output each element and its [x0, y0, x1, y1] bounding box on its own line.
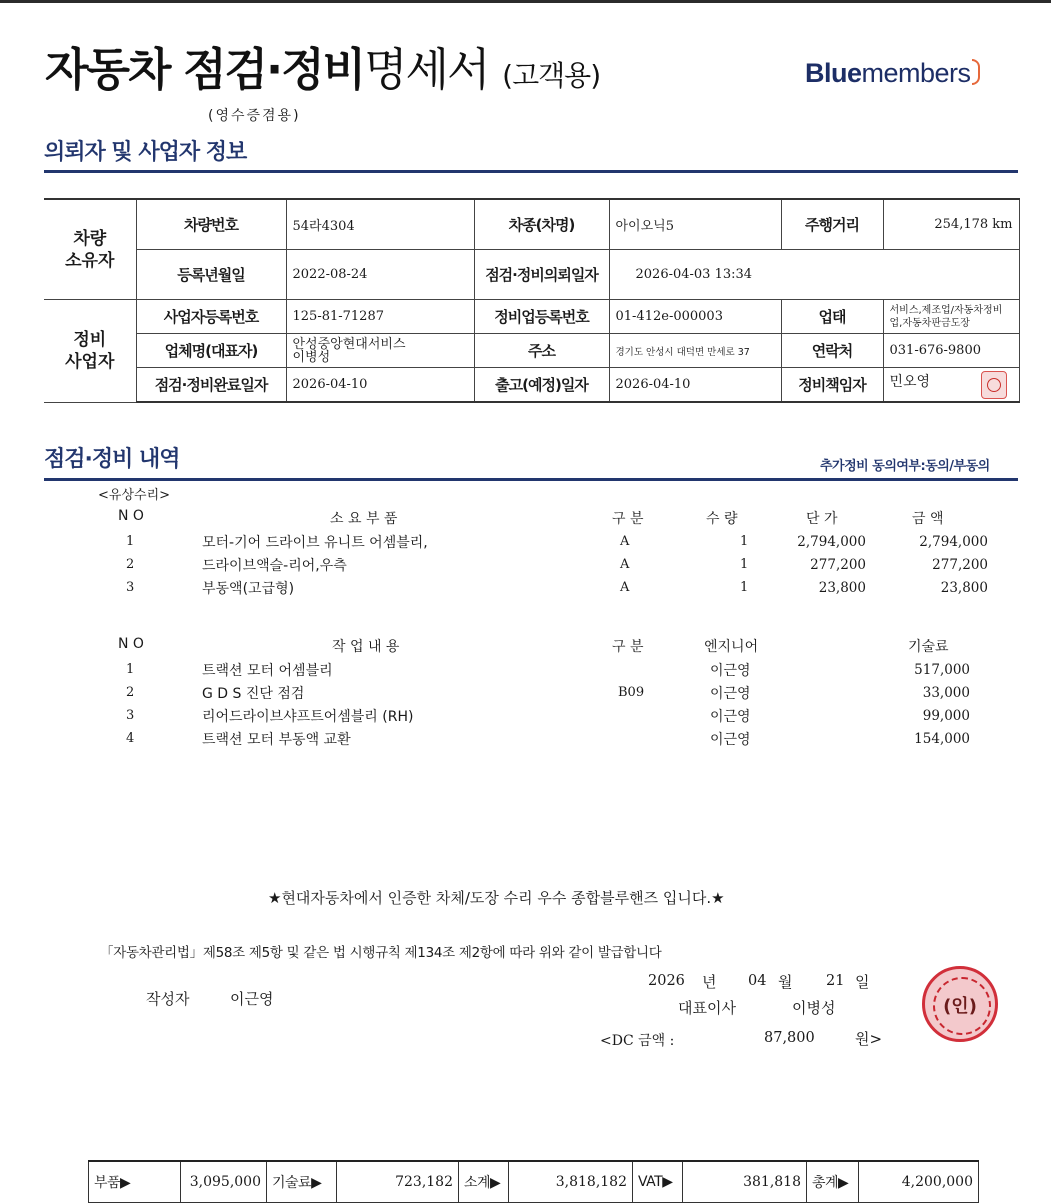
reg-date: 2022-08-24 [286, 250, 474, 300]
labor-fee: 517,000 [914, 662, 970, 678]
logo-ring-icon [972, 59, 980, 85]
receipt-note: (영수증겸용) [208, 108, 301, 124]
label-model: 차종(차명) [474, 199, 609, 250]
dc-unit: 원> [855, 1030, 883, 1048]
biz-no: 125-81-71287 [286, 300, 474, 334]
ceo-label: 대표이사 [678, 999, 736, 1017]
label-done-date: 점검·정비완료일자 [136, 368, 286, 403]
section-rule [44, 170, 1018, 173]
label-phone: 연락처 [781, 334, 883, 368]
part-name: 부동액(고급형) [202, 581, 295, 597]
labor-fee: 99,000 [922, 708, 970, 724]
manager: 민오영 [889, 373, 931, 390]
sum-total-label: 총계▶ [807, 1161, 859, 1203]
labor-engineer: 이근영 [710, 663, 751, 679]
address: 경기도 안성시 대덕면 만세로 37 [609, 334, 781, 368]
label-biz-no: 사업자등록번호 [136, 300, 286, 334]
sum-vat-value: 381,818 [683, 1161, 807, 1203]
manager-stamp-icon [981, 371, 1007, 399]
parts-header-type: 구 분 [612, 511, 644, 527]
phone: 031-676-9800 [883, 334, 1019, 368]
part-unit-price: 2,794,000 [797, 534, 866, 550]
issue-month: 04 [748, 973, 767, 989]
ceo-name: 이병성 [792, 999, 836, 1017]
company: 안성중앙현대서비스 이병성 [286, 334, 474, 368]
labor-header-name: 작 업 내 용 [332, 639, 400, 655]
labor-name: G D S 진단 점검 [202, 686, 305, 702]
labor-name: 리어드라이브샤프트어셈블리 (RH) [202, 709, 414, 725]
summary-table [88, 1160, 979, 1203]
part-no: 3 [126, 580, 135, 595]
label-manager: 정비책임자 [781, 368, 883, 403]
labor-type: B09 [618, 685, 645, 700]
sum-total-value: 4,200,000 [859, 1161, 979, 1203]
labor-header-fee: 기술료 [908, 639, 949, 655]
parts-header-unit: 단 가 [806, 511, 838, 527]
part-name: 모터-기어 드라이브 유니트 어셈블리, [202, 535, 428, 551]
document-title: 자동차 점검·정비명세서 (고객용) [45, 43, 601, 96]
request-date: 2026-04-03 13:34 [609, 250, 1019, 300]
label-reg-date: 등록년월일 [136, 250, 286, 300]
part-qty: 1 [740, 557, 749, 572]
labor-name: 트랙션 모터 부동액 교환 [202, 732, 351, 748]
part-type: A [620, 580, 630, 595]
labor-header-type: 구 분 [612, 639, 644, 655]
dc-value: 87,800 [764, 1030, 815, 1046]
labor-engineer: 이근영 [710, 709, 751, 725]
issue-year: 2026 [648, 973, 685, 989]
part-unit-price: 277,200 [810, 557, 866, 573]
label-vehicle-no: 차량번호 [136, 199, 286, 250]
part-qty: 1 [740, 534, 749, 549]
issue-year-unit: 년 [702, 973, 717, 991]
company-seal-icon [922, 966, 998, 1042]
sum-vat-label: VAT▶ [633, 1161, 683, 1203]
issue-month-unit: 월 [778, 973, 793, 991]
writer-name: 이근영 [230, 990, 274, 1008]
label-repair-reg: 정비업등록번호 [474, 300, 609, 334]
part-qty: 1 [740, 580, 749, 595]
labor-no: 1 [126, 662, 135, 677]
model: 아이오닉5 [609, 199, 781, 250]
labor-fee: 33,000 [922, 685, 970, 701]
labor-fee: 154,000 [914, 731, 970, 747]
labor-name: 트랙션 모터 어셈블리 [202, 663, 333, 679]
labor-header-engineer: 엔지니어 [704, 639, 759, 655]
repair-reg: 01-412e-000003 [609, 300, 781, 334]
vehicle-no: 54라4304 [286, 199, 474, 250]
parts-header-name: 소 요 부 품 [330, 511, 398, 527]
part-no: 2 [126, 557, 135, 572]
label-mileage: 주행거리 [781, 199, 883, 250]
section-title-details: 점검·정비 내역 [44, 447, 180, 472]
part-amount: 2,794,000 [919, 534, 988, 550]
biz-type: 서비스,제조업/자동차정비업,자동차판금도장 [883, 300, 1019, 334]
group-shop: 정비 사업자 [44, 300, 136, 403]
label-biz-type: 업태 [781, 300, 883, 334]
sum-labor-label: 기술료▶ [267, 1161, 337, 1203]
part-no: 1 [126, 534, 135, 549]
section-title-info: 의뢰자 및 사업자 정보 [44, 140, 247, 165]
top-border [0, 0, 1051, 3]
sum-subtotal-value: 3,818,182 [509, 1161, 633, 1203]
labor-header-no: N O [118, 636, 144, 652]
certified-note: ★현대자동차에서 인증한 차체/도장 수리 우수 종합블루핸즈 입니다.★ [268, 889, 725, 907]
dc-label: <DC 금액 : [600, 1033, 675, 1049]
labor-no: 4 [126, 731, 135, 746]
parts-header-amount: 금 액 [912, 511, 944, 527]
section-rule [44, 478, 1018, 481]
issue-day: 21 [826, 973, 845, 989]
issue-day-unit: 일 [855, 973, 870, 991]
info-table [44, 198, 1020, 403]
manager-cell [883, 368, 1019, 403]
part-amount: 23,800 [940, 580, 988, 596]
group-owner: 차량 소유자 [44, 199, 136, 300]
sum-parts-label: 부품▶ [89, 1161, 181, 1203]
label-address: 주소 [474, 334, 609, 368]
writer-label: 작성자 [146, 990, 190, 1008]
parts-header-qty: 수 량 [706, 511, 738, 527]
label-company: 업체명(대표자) [136, 334, 286, 368]
part-type: A [620, 534, 630, 549]
parts-caption: <유상수리> [98, 488, 171, 503]
labor-no: 3 [126, 708, 135, 723]
parts-header-no: N O [118, 508, 144, 524]
sum-parts-value: 3,095,000 [181, 1161, 267, 1203]
part-type: A [620, 557, 630, 572]
label-request-date: 점검·정비의뢰일자 [474, 250, 609, 300]
part-name: 드라이브액슬-리어,우측 [202, 558, 347, 574]
bluemembers-logo: Bluemembers [805, 58, 980, 89]
part-amount: 277,200 [932, 557, 988, 573]
release-date: 2026-04-10 [609, 368, 781, 403]
labor-engineer: 이근영 [710, 732, 751, 748]
sum-labor-value: 723,182 [337, 1161, 459, 1203]
part-unit-price: 23,800 [818, 580, 866, 596]
labor-engineer: 이근영 [710, 686, 751, 702]
mileage: 254,178 km [883, 199, 1019, 250]
law-note: 「자동차관리법」제58조 제5항 및 같은 법 시행규칙 제134조 제2항에 따라 위와 같이 발급합니다 [100, 945, 662, 961]
consent-note: 추가정비 동의여부:동의/부동의 [820, 459, 990, 474]
sum-subtotal-label: 소계▶ [459, 1161, 509, 1203]
seal-text: (인) [943, 996, 977, 1017]
label-release-date: 출고(예정)일자 [474, 368, 609, 403]
done-date: 2026-04-10 [286, 368, 474, 403]
labor-no: 2 [126, 685, 135, 700]
